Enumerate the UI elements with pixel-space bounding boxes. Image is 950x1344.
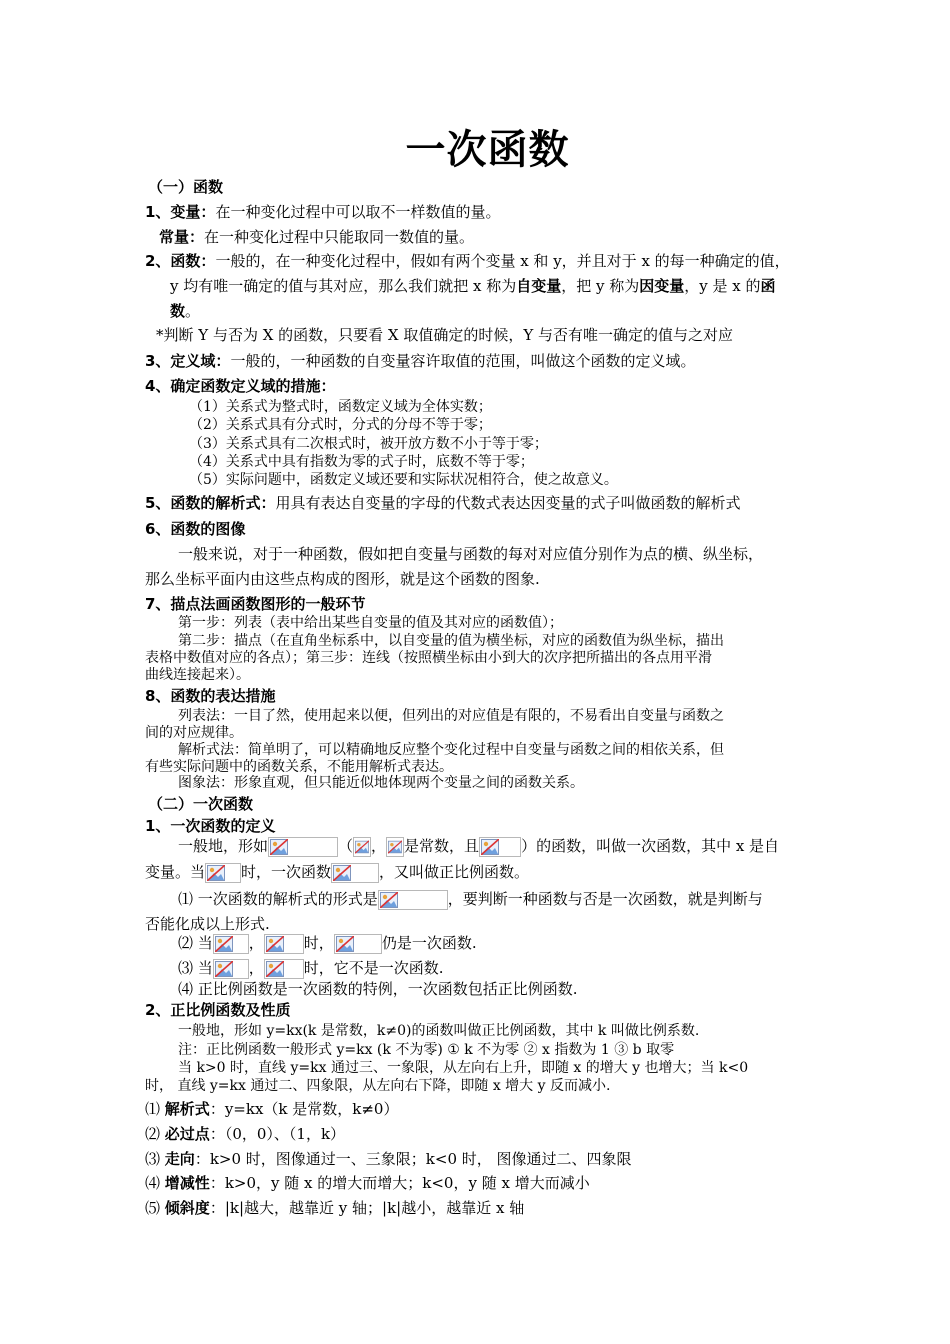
note-1-line2: 否能化成以上形式. [145,915,270,933]
method-item-4: （4）关系式中具有指数为零的式子时，底数不等于零； [189,454,534,470]
section-heading-function: （一）函数 [148,178,224,196]
method-formula-line2: 有些实际问题中的函数关系，不能用解析式表达。 [145,759,453,775]
term-function: 2、函数： [145,252,216,270]
def-variable-text: 在一种变化过程中可以取不一样数值的量。 [215,203,501,221]
step-line-4: 曲线连接起来）。 [145,667,250,683]
method-graph-line: 图象法：形象直观，但只能近似地体现两个变量之间的函数关系。 [178,775,584,791]
section-heading-linear-function: （二）一次函数 [148,795,254,813]
proportional-line2: 注：正比例函数一般形式 y=kx (k 不为零) ① k 不为零 ② x 指数为 1 ③ b 取零 [178,1042,675,1058]
def-constant [159,227,474,247]
text-run: ，又叫做正比例函数。 [379,863,530,881]
def-function [145,251,790,271]
term-domain: 3、定义域： [145,352,231,370]
heading-domain-methods: 4、确定函数定义域的措施： [145,377,336,395]
broken-image-icon [213,959,249,979]
def-domain [145,351,695,371]
term-independent-variable: 自变量 [516,277,562,295]
broken-image-icon [386,837,404,857]
text-run: 时， [303,934,334,952]
method-table-line1: 列表法：一目了然，使用起来以便，但列出的对应值是有限的，不易看出自变量与函数之 [178,708,724,724]
graph-paragraph-line1: 一般来说，对于一种函数，假如把自变量与函数的每对对应值分别作为点的横、纵坐标， [178,545,764,563]
linear-definition-line2 [145,862,529,883]
text-run: ：|k|越大，越靠近 y 轴；|k|越小，越靠近 x 轴 [209,1199,525,1217]
def-function-line3 [170,301,200,321]
def-analytic-text: 用具有表达自变量的字母的代数式表达因变量的式子叫做函数的解析式 [275,494,741,512]
property-passing-points [145,1124,345,1144]
broken-image-icon [264,959,304,979]
note-3 [178,958,444,979]
term-function-inline-2: 数 [170,302,186,320]
text-run: ⑶ 当 [178,959,213,977]
text-run: 仍是一次函数. [381,934,477,952]
proportional-line3: 当 k>0 时，直线 y=kx 通过三、一象限，从左向右上升，即随 x 的增大 y 也增大；当 k<0 [178,1060,749,1076]
heading-proportional-function: 2、正比例函数及性质 [145,1001,291,1019]
text-run: 。 [185,302,201,320]
term-variable: 1、变量： [145,203,216,221]
method-item-5: （5）实际问题中，函数定义域还要和实际状况相符合，使之故意义。 [189,472,618,488]
proportional-line1: 一般地，形如 y=kx(k 是常数，k≠0)的函数叫做正比例函数，其中 k 叫做比例系数. [178,1023,700,1039]
heading-plotting-steps: 7、描点法画函数图形的一般环节 [145,595,366,613]
proportional-line4: 时， 直线 y=kx 通过二、四象限，从左向右下降，即随 x 增大 y 反而减小. [145,1078,611,1094]
linear-definition-line1 [178,836,779,857]
text-run: ⑴ 一次函数的解析式的形式是 [178,890,378,908]
step-line-1: 第一步：列表（表中给出某些自变量的值及其对应的函数值）； [178,615,563,631]
heading-representation-methods: 8、函数的表达措施 [145,687,276,705]
note-judge-function: *判断 Y 与否为 X 的函数，只要看 X 取值确定的时候，Y 与否有唯一确定的值与之对应 [156,326,734,344]
broken-image-icon [378,890,448,910]
def-domain-text: 一般的，一种函数的自变量容许取值的范围，叫做这个函数的定义域。 [230,352,696,370]
property-direction [145,1149,632,1169]
text-run: ， [248,934,264,952]
term-expression: 解析式 [164,1100,210,1118]
def-variable [145,202,500,222]
broken-image-icon [268,837,338,857]
term-monotonicity: 增减性 [164,1174,210,1192]
def-constant-text: 在一种变化过程中只能取同一数值的量。 [204,228,475,246]
method-item-3: （3）关系式具有二次根式时，被开放方数不小于等于零； [189,436,548,452]
property-slope [145,1198,524,1218]
broken-image-icon [213,934,249,954]
def-function-text: 一般的，在一种变化过程中，假如有两个变量 x 和 y，并且对于 x 的每一种确定的值， [215,252,790,270]
text-run: y 均有唯一确定的值与其对应，那么我们就把 x 称为 [170,277,517,295]
method-item-2: （2）关系式具有分式时，分式的分母不等于零； [189,417,492,433]
heading-linear-definition: 1、一次函数的定义 [145,817,276,835]
text-run: ，要判断一种函数与否是一次函数，就是判断与 [447,890,763,908]
term-slope: 倾斜度 [164,1199,210,1217]
term-passing-points: 必过点 [164,1125,210,1143]
def-function-line2 [170,276,776,296]
term-constant: 常量： [159,228,205,246]
method-formula-line1: 解析式法：简单明了，可以精确地反应整个变化过程中自变量与函数之间的相依关系，但 [178,742,724,758]
text-run: 时，它不是一次函数. [303,959,444,977]
text-run: 是常数，且 [404,837,480,855]
text-run: ：y=kx（k 是常数，k≠0） [209,1100,399,1118]
method-table-line2: 间的对应规律。 [145,725,243,741]
text-run: ⑵ [145,1125,161,1143]
broken-image-icon [264,934,304,954]
text-run: 变量。当 [145,863,206,881]
text-run: ，y 是 x 的 [684,277,761,295]
text-run: ⑶ [145,1150,161,1168]
term-dependent-variable: 因变量 [639,277,685,295]
note-4: ⑷ 正比例函数是一次函数的特例，一次函数包括正比例函数. [178,980,578,998]
text-run: ：k>0 时，图像通过一、三象限；k<0 时， 图像通过二、四象限 [194,1150,632,1168]
text-run: ：k>0，y 随 x 的增大而增大；k<0，y 随 x 增大而减小 [209,1174,590,1192]
graph-paragraph-line2: 那么坐标平面内由这些点构成的图形，就是这个函数的图象. [145,570,540,588]
broken-image-icon [334,934,382,954]
text-run: （ [338,837,354,855]
text-run: ⑸ [145,1199,161,1217]
term-direction: 走向 [164,1150,195,1168]
text-run: ：（0，0）、（1，k） [209,1125,346,1143]
method-item-1: （1）关系式为整式时，函数定义域为全体实数； [189,399,492,415]
text-run: ， [371,837,387,855]
term-analytic-expression: 5、函数的解析式： [145,494,276,512]
broken-image-icon [479,837,521,857]
heading-function-graph: 6、函数的图像 [145,520,246,538]
text-run: ⑴ [145,1100,161,1118]
text-run: ⑵ 当 [178,934,213,952]
broken-image-icon [331,863,379,883]
property-expression [145,1099,398,1119]
text-run: ）的函数，叫做一次函数，其中 x 是自 [521,837,780,855]
term-function-inline: 函 [760,277,776,295]
text-run: ，把 y 称为 [561,277,640,295]
property-monotonicity [145,1173,590,1193]
text-run: ⑷ [145,1174,161,1192]
text-run: ， [248,959,264,977]
broken-image-icon [205,863,241,883]
text-run: 时，一次函数 [241,863,332,881]
step-line-2: 第二步：描点（在直角坐标系中，以自变量的值为横坐标，对应的函数值为纵坐标，描出 [178,633,724,649]
note-2 [178,933,477,954]
text-run: 一般地，形如 [178,837,269,855]
step-line-3: 表格中数值对应的各点）；第三步：连线（按照横坐标由小到大的次序把所描出的各点用平滑 [145,650,712,666]
note-1-line1 [178,889,763,910]
def-analytic-expression [145,493,740,513]
page-title: 一次函数 [405,127,570,173]
broken-image-icon [353,837,371,857]
